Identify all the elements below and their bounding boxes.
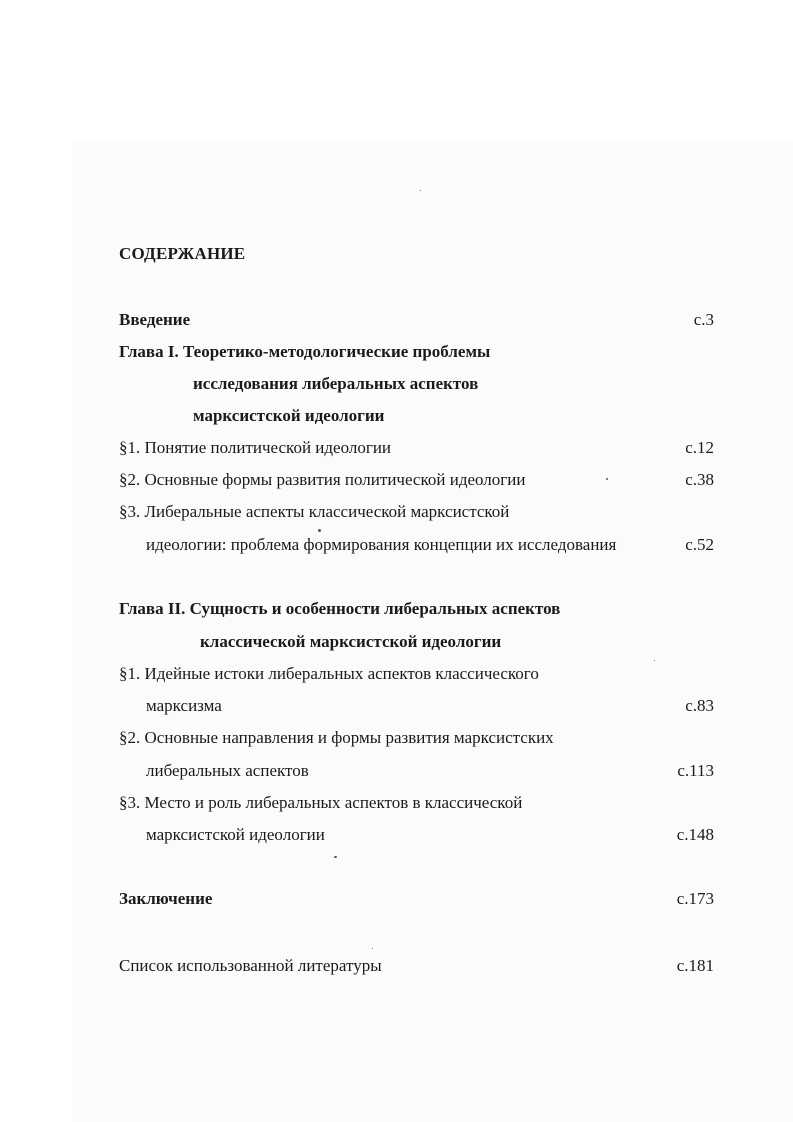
- ch1-sec3-title-line2: идеологии: проблема формирования концепции их исследования: [146, 535, 617, 554]
- chapter2-heading-line1: Глава II. Сущность и особенности либеральных аспектов: [119, 599, 561, 618]
- scan-speck: [318, 529, 321, 532]
- ch2-sec2-page: с.113: [677, 761, 714, 780]
- toc-references-label: Список использованной литературы: [119, 956, 382, 975]
- scan-speck: [654, 660, 655, 661]
- ch1-sec2-page: с.38: [685, 470, 714, 489]
- ch1-sec3-page: с.52: [685, 535, 714, 554]
- ch1-sec3-title-line1: §3. Либеральные аспекты классической марксистской: [119, 502, 510, 521]
- ch2-sec1-page: с.83: [685, 696, 714, 715]
- ch2-sec1-title-line2: марксизма: [146, 696, 222, 715]
- toc-conclusion-page: с.173: [676, 889, 714, 908]
- ch2-sec2-title-line2: либеральных аспектов: [146, 761, 309, 780]
- ch2-sec2-title-line1: §2. Основные направления и формы развития марксистских: [119, 728, 554, 747]
- toc-conclusion-label: Заключение: [119, 889, 213, 908]
- toc-intro-label: Введение: [119, 310, 191, 329]
- toc-intro-page: с.3: [693, 310, 714, 329]
- ch1-sec1-page: с.12: [685, 438, 714, 457]
- chapter1-heading-line3: марксистской идеологии: [193, 406, 385, 425]
- ch2-sec1-title-line1: §1. Идейные истоки либеральных аспектов классического: [119, 664, 539, 683]
- chapter2-heading-line2: классической марксистской идеологии: [200, 632, 502, 651]
- chapter1-heading-line1: Глава I. Теоретико-методологические проблемы: [119, 342, 491, 361]
- ch1-sec2-title: §2. Основные формы развития политической идеологии: [119, 470, 526, 489]
- toc-references-page: с.181: [676, 956, 714, 975]
- chapter1-heading-line2: исследования либеральных аспектов: [193, 374, 479, 393]
- ch2-sec3-title-line1: §3. Место и роль либеральных аспектов в классической: [119, 793, 523, 812]
- ch2-sec3-title-line2: марксистской идеологии: [146, 825, 325, 844]
- ch1-sec1-title: §1. Понятие политической идеологии: [119, 438, 392, 457]
- scan-speck: [606, 478, 608, 480]
- scan-speck: [420, 190, 421, 191]
- toc-title: СОДЕРЖАНИЕ: [119, 244, 246, 263]
- ch2-sec3-page: с.148: [676, 825, 714, 844]
- scan-speck: [334, 856, 337, 858]
- scan-speck: [372, 948, 373, 949]
